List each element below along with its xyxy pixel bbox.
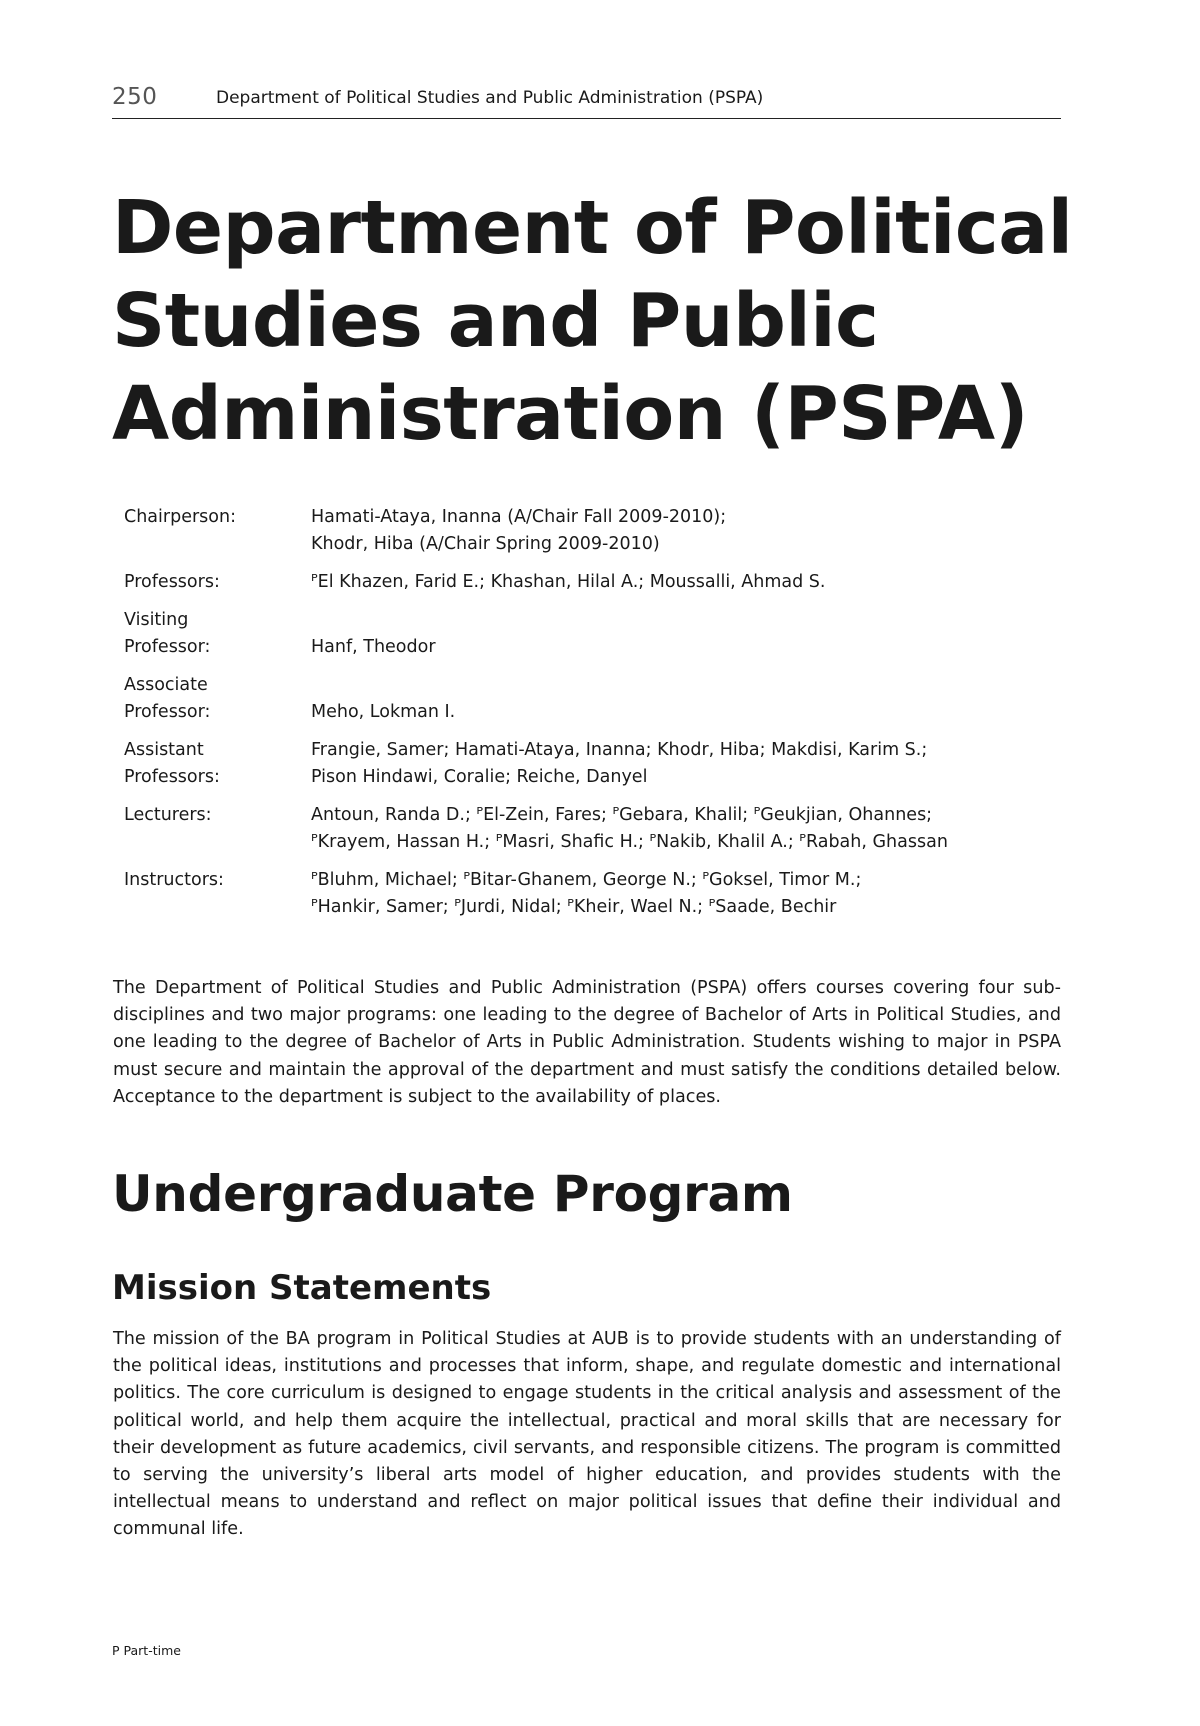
faculty-name-line: ᴾKrayem, Hassan H.; ᴾMasri, Shafic H.; ᴾNakib, Khalil A.; ᴾRabah, Ghassan (311, 832, 948, 852)
faculty-name-line: Hamati-Ataya, Inanna (A/Chair Fall 2009-2010); (311, 507, 727, 527)
subsection-heading: Mission Statements (112, 1268, 492, 1308)
faculty-role: Associate Professor: (124, 675, 211, 722)
faculty-role: Chairperson: (124, 507, 236, 527)
faculty-name-line: Hanf, Theodor (311, 637, 436, 657)
title-line: Department of Political (112, 185, 1073, 271)
faculty-names (311, 672, 1064, 726)
faculty-name-line: Frangie, Samer; Hamati-Ataya, Inanna; Khodr, Hiba; Makdisi, Karim S.; (311, 740, 928, 760)
faculty-name-line: ᴾEl Khazen, Farid E.; Khashan, Hilal A.; Moussalli, Ahmad S. (311, 572, 826, 592)
faculty-row-lecturers (124, 802, 1064, 856)
faculty-name-line: Khodr, Hiba (A/Chair Spring 2009-2010) (311, 534, 660, 554)
faculty-role: Professors: (124, 572, 220, 592)
faculty-role: Instructors: (124, 870, 224, 890)
title-line: Administration (PSPA) (112, 371, 1029, 457)
faculty-row-instructors (124, 867, 1064, 921)
faculty-row-professors (124, 569, 1064, 596)
faculty-name-line: ᴾHankir, Samer; ᴾJurdi, Nidal; ᴾKheir, Wael N.; ᴾSaade, Bechir (311, 897, 837, 917)
faculty-role: Visiting Professor: (124, 610, 211, 657)
faculty-name-line: Antoun, Randa D.; ᴾEl-Zein, Fares; ᴾGebara, Khalil; ᴾGeukjian, Ohannes; (311, 805, 933, 825)
page-number: 250 (112, 84, 158, 110)
section-heading: Undergraduate Program (112, 1165, 793, 1223)
faculty-row-visiting-professor (124, 607, 1064, 661)
faculty-row-assistant-professors (124, 737, 1064, 791)
intro-paragraph: The Department of Political Studies and Public Administration (PSPA) offers courses covering four sub-disciplines and two major programs: one leading to the degree of Bachelor of Arts in Political Studies, and one leading to the degree of Bachelor of Arts in Public Administration. Students wishing to major in PSPA must secure and maintain the approval of the department and must satisfy the conditions detailed below. Acceptance to the department is subject to the availability of places. (113, 978, 1061, 1107)
faculty-row-associate-professor (124, 672, 1064, 726)
running-header (112, 80, 1061, 119)
faculty-name-line: ᴾBluhm, Michael; ᴾBitar-Ghanem, George N.; ᴾGoksel, Timor M.; (311, 870, 862, 890)
faculty-names (311, 737, 1064, 791)
faculty-listing (124, 504, 1064, 932)
faculty-names (311, 504, 1064, 558)
faculty-names (311, 569, 1064, 596)
mission-paragraph: The mission of the BA program in Political Studies at AUB is to provide students with an understanding of the political ideas, institutions and processes that inform, shape, and regulate domestic and international politics. The core curriculum is designed to engage students in the critical analysis and assessment of the political world, and help them acquire the intellectual, practical and moral skills that are necessary for their development as future academics, civil servants, and responsible citizens. The program is committed to serving the university’s liberal arts model of higher education, and provides students with the intellectual means to understand and reflect on major political issues that define their individual and communal life. (113, 1329, 1061, 1540)
faculty-name-line: Meho, Lokman I. (311, 702, 456, 722)
faculty-role: Lecturers: (124, 805, 212, 825)
faculty-row-chairperson (124, 504, 1064, 558)
faculty-role: Assistant Professors: (124, 740, 220, 787)
department-title (112, 182, 1072, 461)
footnote: P Part-time (112, 1643, 181, 1658)
faculty-name-line: Pison Hindawi, Coralie; Reiche, Danyel (311, 767, 648, 787)
faculty-names (311, 802, 1064, 856)
faculty-names (311, 607, 1064, 661)
running-title: Department of Political Studies and Public Administration (PSPA) (216, 88, 764, 108)
faculty-names (311, 867, 1064, 921)
title-line: Studies and Public (112, 278, 879, 364)
